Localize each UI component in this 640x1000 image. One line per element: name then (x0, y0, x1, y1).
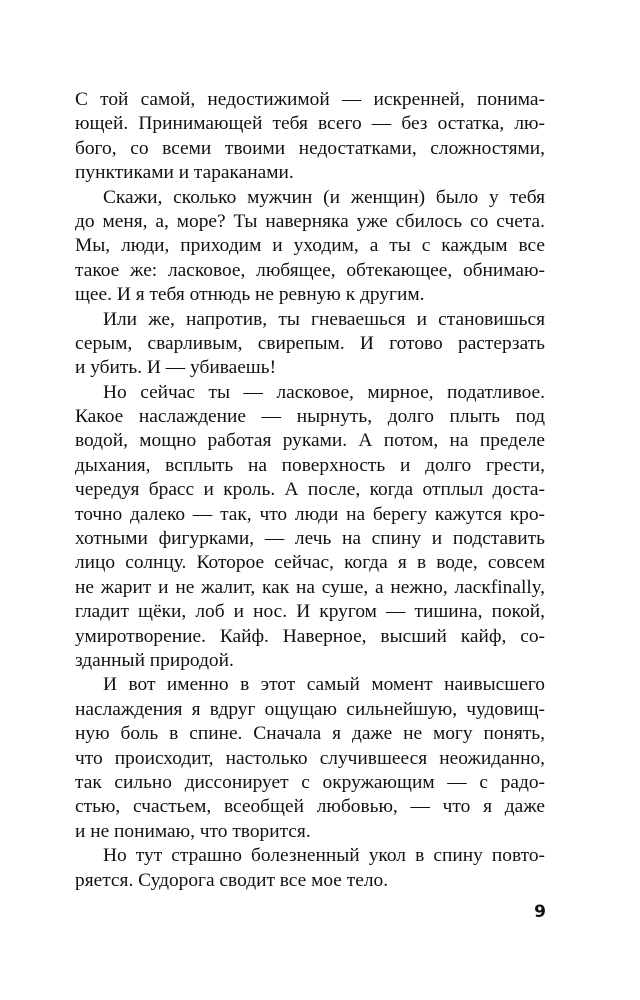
text-line: точно далеко — так, что люди на берегу кажутся кро- (75, 503, 545, 525)
paragraph-6 (75, 844, 545, 893)
text-line: чередуя брасс и кроль. А после, когда отплыл доста- (75, 479, 545, 501)
text-line: дыхания, всплыть на поверхность и долго грести, (75, 454, 545, 476)
text-line: пунктиками и тараканами. (75, 162, 294, 184)
text-line: серым, сварливым, свирепым. И готово растерзать (75, 332, 545, 354)
text-line: наслаждения я вдруг ощущаю сильнейшую, чудовищ- (75, 698, 545, 720)
text-line: лицо солнцу. Которое сейчас, когда я в воде, совсем (75, 552, 545, 574)
page-body-text (75, 88, 545, 893)
text-line: Какое наслаждение — нырнуть, долго плыть под (75, 406, 545, 428)
text-line: ную боль в спине. Сначала я даже не могу понять, (75, 723, 545, 745)
text-line: хотными фигурками, — лечь на спину и подставить (75, 528, 545, 550)
text-line: Но тут страшно болезненный укол в спину повто- (103, 845, 545, 867)
text-line: Мы, люди, приходим и уходим, а ты с каждым все (75, 235, 545, 257)
text-line: И вот именно в этот самый момент наивысшего (103, 674, 545, 696)
text-line: не жарит и не жалит, как на суше, а нежно, ласкfinally, (75, 576, 545, 598)
paragraph-5 (75, 673, 545, 844)
text-line: умиротворение. Кайф. Наверное, высший кайф, со- (75, 625, 545, 647)
text-line: ющей. Принимающей тебя всего — без остатка, лю- (75, 113, 545, 135)
text-line: С той самой, недостижимой — искренней, понима- (75, 89, 545, 110)
paragraph-4 (75, 381, 545, 674)
text-line: ряется. Судорога сводит все мое тело. (75, 869, 389, 891)
text-line: такое же: ласковое, любящее, обтекающее, обнимаю- (75, 259, 545, 281)
paragraph-3 (75, 308, 545, 381)
text-line: так сильно диссонирует с окружающим — с радо- (75, 771, 545, 793)
text-line: стью, счастьем, всеобщей любовью, — что я даже (75, 796, 545, 818)
text-line: до меня, а, море? Ты наверняка уже сбилось со счета. (75, 210, 545, 232)
text-line: бого, со всеми твоими недостатками, сложностями, (75, 137, 545, 159)
text-line: Или же, напротив, ты гневаешься и становишься (103, 308, 545, 330)
text-line: щее. И я тебя отнюдь не ревную к другим. (75, 284, 425, 306)
paragraph-1 (75, 88, 545, 186)
text-line: что происходит, настолько случившееся неожиданно, (75, 747, 545, 769)
text-line: Но сейчас ты — ласковое, мирное, податливое. (103, 381, 545, 403)
text-line: и не понимаю, что творится. (75, 820, 311, 842)
text-line: гладит щёки, лоб и нос. И кругом — тишина, покой, (75, 601, 545, 623)
text-line: Скажи, сколько мужчин (и женщин) было у тебя (103, 186, 545, 208)
paragraph-2 (75, 186, 545, 308)
text-line: и убить. И — убиваешь! (75, 357, 277, 379)
page-number: 9 (534, 902, 546, 922)
text-line: зданный природой. (75, 649, 234, 671)
text-line: водой, мощно работая руками. А потом, на пределе (75, 430, 545, 452)
